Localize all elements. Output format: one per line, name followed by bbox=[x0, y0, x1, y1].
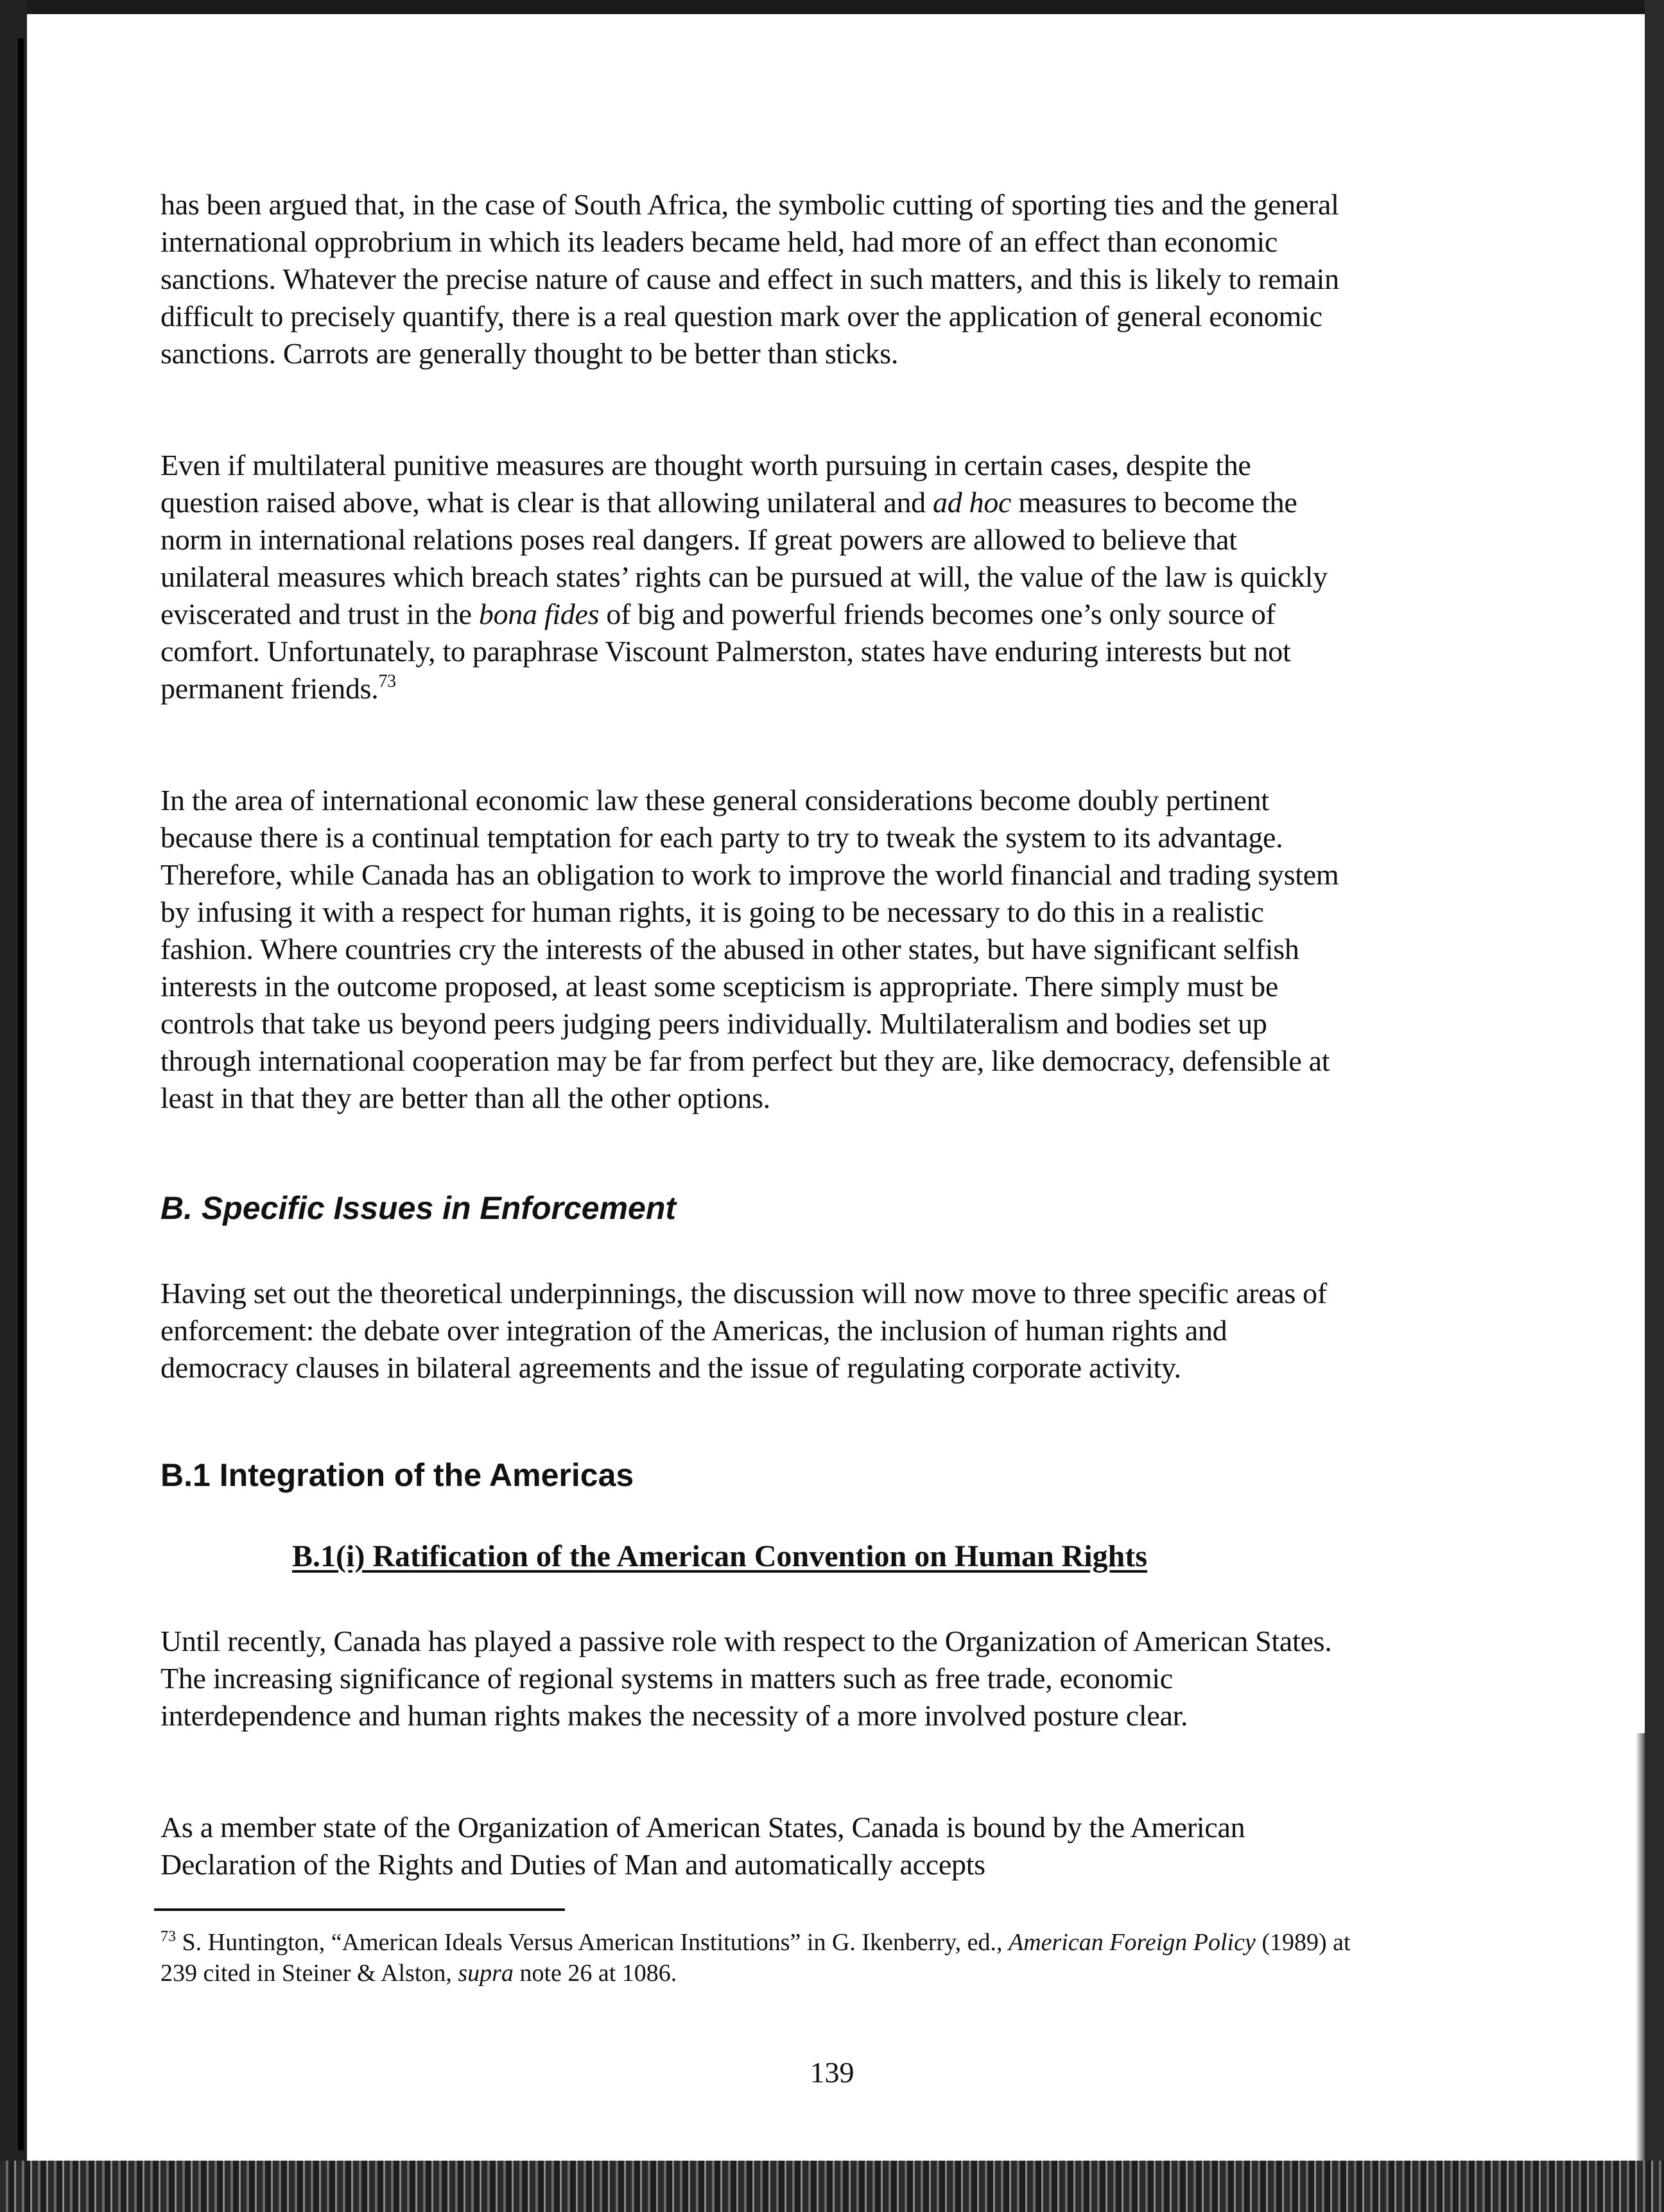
footnote-divider bbox=[154, 1908, 565, 1911]
section-heading-b: B. Specific Issues in Enforcement bbox=[160, 1190, 677, 1226]
footnote-number: 73 bbox=[160, 1928, 176, 1945]
footnote-reference: 73 bbox=[378, 671, 396, 691]
paragraph-text: of big and powerful friends becomes one’s only source of comfort. Unfortunately, to paraphrase Viscount Palmerston, states have enduring interests but not permanent friends. bbox=[160, 598, 1291, 705]
footnote-italic: American Foreign Policy bbox=[1009, 1929, 1256, 1956]
footnote-73 bbox=[160, 1927, 1355, 1989]
paragraph-member-state: As a member state of the Organization of American States, Canada is bound by the American Declaration of the Rights and Duties of Man and automatically accepts bbox=[160, 1811, 1245, 1881]
paragraph-south-africa: has been argued that, in the case of South Africa, the symbolic cutting of sporting ties and the general international opprobrium in which its leaders became held, had more of an effect than economic sanctions. Whatever the precise nature of cause and effect in such matters, and this is likely to remain difficult to precisely quantify, there is a real question mark over the application of general economic sanctions. Carrots are generally thought to be better than sticks. bbox=[160, 188, 1339, 370]
italic-term: bona fides bbox=[478, 598, 600, 630]
scan-binding-line bbox=[18, 39, 24, 2150]
paragraph-theoretical-underpinnings: Having set out the theoretical underpinnings, the discussion will now move to three specific areas of enforcement: the debate over integration of the Americas, the inclusion of human rights and democracy clauses in bilateral agreements and the issue of regulating corporate activity. bbox=[160, 1277, 1327, 1384]
paragraph-text: measures to become the norm in international relations poses real dangers. If great powers are allowed to believe that unilateral measures which breach states’ rights can be pursued at will, the value of the law is quickly eviscerated and trust in the bbox=[160, 486, 1328, 630]
italic-term: ad hoc bbox=[933, 486, 1012, 519]
scan-page-edge-shadow bbox=[1636, 1733, 1645, 2170]
footnote-text: S. Huntington, “American Ideals Versus American Institutions” in G. Ikenberry, ed., bbox=[176, 1929, 1009, 1956]
footnote-text: (1989) at 239 cited in Steiner & Alston, bbox=[160, 1929, 1351, 1987]
scan-border-right bbox=[1645, 0, 1664, 2212]
section-heading-b1i: B.1(i) Ratification of the American Convention on Human Rights bbox=[292, 1539, 1147, 1573]
section-heading-b1: B.1 Integration of the Americas bbox=[160, 1457, 634, 1493]
footnote-text: note 26 at 1086. bbox=[513, 1960, 677, 1987]
paragraph-passive-role: Until recently, Canada has played a passive role with respect to the Organization of American States. The increasing significance of regional systems in matters such as free trade, economic interdependence and human rights makes the necessity of a more involved posture clear. bbox=[160, 1625, 1332, 1732]
scan-border-top bbox=[0, 0, 1664, 14]
paragraph-text: Even if multilateral punitive measures are thought worth pursuing in certain cases, despite the question raised above, what is clear is that allowing unilateral and bbox=[160, 449, 1251, 519]
scan-border-bottom bbox=[0, 2161, 1664, 2212]
page-number: 139 bbox=[810, 2056, 854, 2089]
paragraph-multilateral-measures bbox=[160, 447, 1348, 707]
footnote-italic: supra bbox=[458, 1960, 514, 1987]
paragraph-international-economic-law: In the area of international economic law these general considerations become doubly pertinent because there is a continual temptation for each party to try to tweak the system to its advantage. Therefore, while Canada has an obligation to work to improve the world financial and trading system by infusing it with a respect for human rights, it is going to be necessary to do this in a realistic fashion. Where countries cry the interests of the abused in other states, but have significant selfish interests in the outcome proposed, at least some scepticism is appropriate. There simply must be controls that take us beyond peers judging peers individually. Multilateralism and bodies set up through international cooperation may be far from perfect but they are, like democracy, defensible at least in that they are better than all the other options. bbox=[160, 784, 1339, 1114]
